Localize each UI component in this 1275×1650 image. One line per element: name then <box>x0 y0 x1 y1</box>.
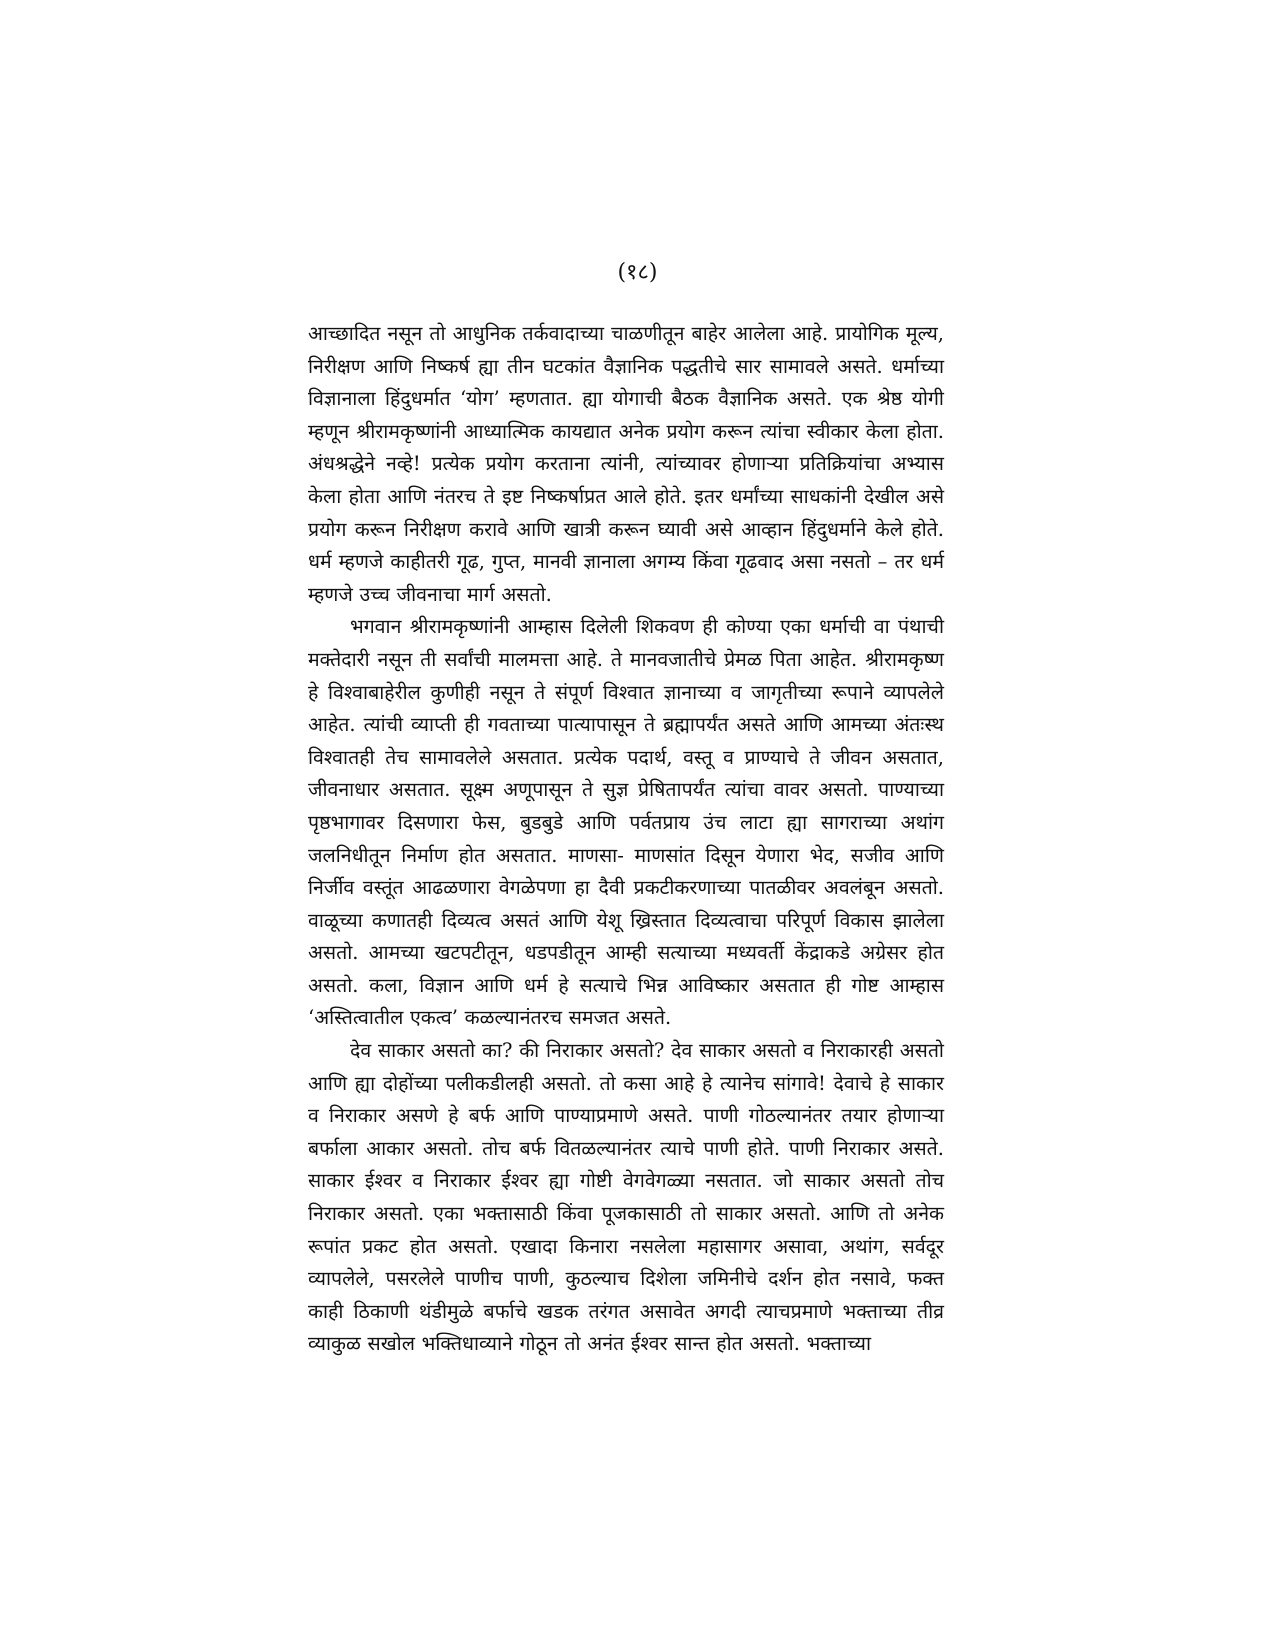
body-text <box>308 318 944 1361</box>
paragraph-1: आच्छादित नसून तो आधुनिक तर्कवादाच्या चाळणीतून बाहेर आलेला आहे. प्रायोगिक मूल्य, निरीक्षण आणि निष्कर्ष ह्या तीन घटकांत वैज्ञानिक पद्धतीचे सार सामावले असते. धर्माच्या विज्ञानाला हिंदुधर्मात ‘योग’ म्हणतात. ह्या योगाची बैठक वैज्ञानिक असते. एक श्रेष्ठ योगी म्हणून श्रीरामकृष्णांनी आध्यात्मिक कायद्यात अनेक प्रयोग करून त्यांचा स्वीकार केला होता. अंधश्रद्धेने नव्हे! प्रत्येक प्रयोग करताना त्यांनी, त्यांच्यावर होणाऱ्या प्रतिक्रियांचा अभ्यास केला होता आणि नंतरच ते इष्ट निष्कर्षाप्रत आले होते. इतर धर्मांच्या साधकांनी देखील असे प्रयोग करून निरीक्षण करावे आणि खात्री करून घ्यावी असे आव्हान हिंदुधर्माने केले होते. धर्म म्हणजे काहीतरी गूढ, गुप्त, मानवी ज्ञानाला अगम्य किंवा गूढवाद असा नसतो – तर धर्म म्हणजे उच्च जीवनाचा मार्ग असतो. <box>308 322 944 606</box>
page-number: (१८) <box>617 260 658 285</box>
paragraph-3: देव साकार असतो का? की निराकार असतो? देव साकार असतो व निराकारही असतो आणि ह्या दोहोंच्या पलीकडीलही असतो. तो कसा आहे हे त्यानेच सांगावे! देवाचे हे साकार व निराकार असणे हे बर्फ आणि पाण्याप्रमाणे असते. पाणी गोठल्यानंतर तयार होणाऱ्या बर्फाला आकार असतो. तोच बर्फ वितळल्यानंतर त्याचे पाणी होते. पाणी निराकार असते. साकार ईश्वर व निराकार ईश्वर ह्या गोष्टी वेगवेगळ्या नसतात. जो साकार असतो तोच निराकार असतो. एका भक्तासाठी किंवा पूजकासाठी तो साकार असतो. आणि तो अनेक रूपांत प्रकट होत असतो. एखादा किनारा नसलेला महासागर असावा, अथांग, सर्वदूर व्यापलेले, पसरलेले पाणीच पाणी, कुठल्याच दिशेला जमिनीचे दर्शन होत नसावे, फक्त काही ठिकाणी थंडीमुळे बर्फाचे खडक तरंगत असावेत अगदी त्याचप्रमाणे भक्ताच्या तीव्र व्याकुळ सखोल भक्तिधाव्याने गोठून तो अनंत ईश्वर सान्त होत असतो. भक्ताच्या <box>308 1039 944 1356</box>
paragraph-2: भगवान श्रीरामकृष्णांनी आम्हास दिलेली शिकवण ही कोण्या एका धर्माची वा पंथाची मक्तेदारी नसून ती सर्वांची मालमत्ता आहे. ते मानवजातीचे प्रेमळ पिता आहेत. श्रीरामकृष्ण हे विश्वाबाहेरील कुणीही नसून ते संपूर्ण विश्वात ज्ञानाच्या व जागृतीच्या रूपाने व्यापलेले आहेत. त्यांची व्याप्ती ही गवताच्या पात्यापासून ते ब्रह्मापर्यंत असते आणि आमच्या अंतःस्थ विश्वातही तेच सामावलेले असतात. प्रत्येक पदार्थ, वस्तू व प्राण्याचे ते जीवन असतात, जीवनाधार असतात. सूक्ष्म अणूपासून ते सुज्ञ प्रेषितापर्यंत त्यांचा वावर असतो. पाण्याच्या पृष्ठभागावर दिसणारा फेस, बुडबुडे आणि पर्वतप्राय उंच लाटा ह्या सागराच्या अथांग जलनिधीतून निर्माण होत असतात. माणसा- माणसांत दिसून येणारा भेद, सजीव आणि निर्जीव वस्तूंत आढळणारा वेगळेपणा हा दैवी प्रकटीकरणाच्या पातळीवर अवलंबून असतो. वाळूच्या कणातही दिव्यत्व असतं आणि येशू ख्रिस्तात दिव्यत्वाचा परिपूर्ण विकास झालेला असतो. आमच्या खटपटीतून, धडपडीतून आम्ही सत्याच्या मध्यवर्ती केंद्राकडे अग्रेसर होत असतो. कला, विज्ञान आणि धर्म हे सत्याचे भिन्न आविष्कार असतात ही गोष्ट आम्हास ‘अस्तित्वातील एकत्व’ कळल्यानंतरच समजत असते. <box>308 615 944 1030</box>
